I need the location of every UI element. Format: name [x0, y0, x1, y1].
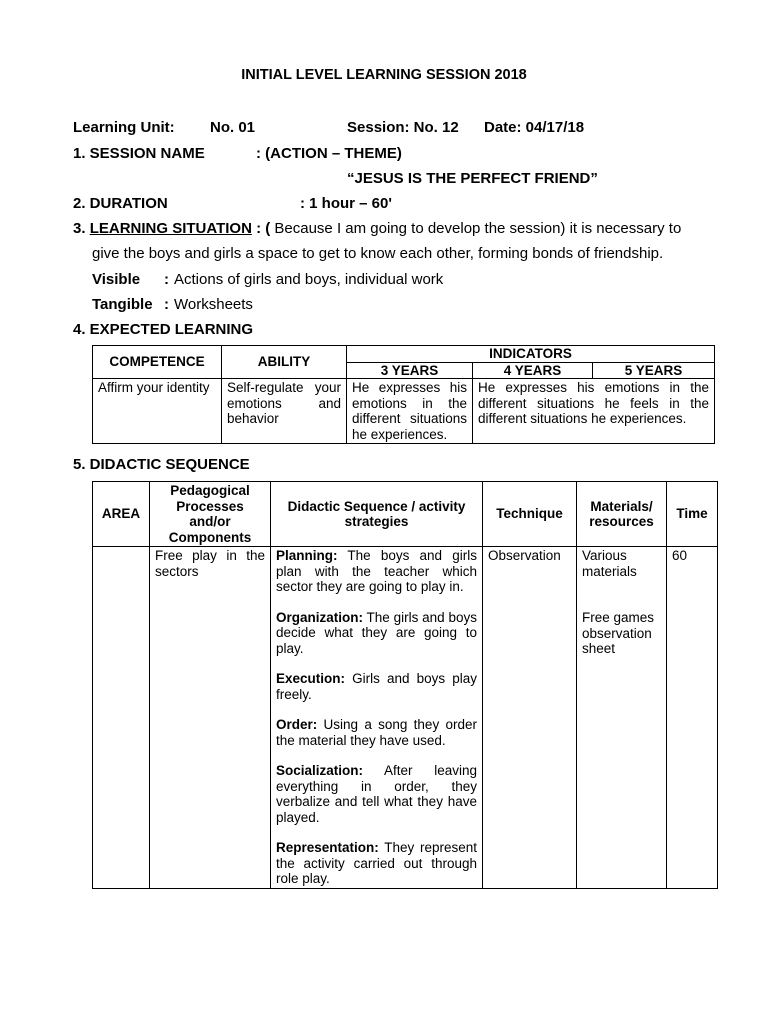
- step-label: Planning:: [276, 548, 338, 563]
- header-competence: COMPETENCE: [93, 346, 222, 379]
- expected-learning-table: [92, 345, 715, 444]
- didactic-sequence-table: [92, 481, 718, 889]
- step-text: The boys and girls plan with the teacher which sector they are going to play in.: [276, 548, 477, 594]
- competence-cell: Affirm your identity: [93, 379, 222, 444]
- visible-label: Visible: [92, 271, 141, 288]
- header-ability: ABILITY: [222, 346, 347, 379]
- step-text: The girls and boys decide what they are going to play.: [276, 609, 477, 656]
- learning-unit-value: No. 01: [210, 119, 256, 136]
- step-text: Using a song they order the material they have used.: [276, 717, 477, 748]
- step-text: After leaving everything in order, they verbalize and tell what they have played.: [276, 763, 477, 825]
- session-name-value: : (ACTION – THEME): [256, 145, 402, 162]
- header-time: Time: [667, 482, 718, 547]
- technique-cell: Observation: [483, 547, 577, 889]
- session-name-label: 1. SESSION NAME: [73, 145, 205, 162]
- step-organization: [276, 610, 477, 657]
- header-sequence: Didactic Sequence / activity strategies: [271, 482, 483, 547]
- learning-situation-colon: : (: [251, 220, 271, 237]
- header-technique: Technique: [483, 482, 577, 547]
- visible-colon: :: [164, 271, 169, 288]
- tangible-label: Tangible: [92, 296, 153, 313]
- materials-cell: [577, 547, 667, 889]
- document-title: INITIAL LEVEL LEARNING SESSION 2018: [241, 67, 527, 83]
- session-name-subtitle: “JESUS IS THE PERFECT FRIEND”: [347, 170, 598, 187]
- area-cell: [93, 547, 150, 889]
- duration-label: 2. DURATION: [73, 195, 168, 212]
- learning-situation-number: 3.: [73, 220, 90, 237]
- session-date: Date: 04/17/18: [484, 119, 585, 136]
- header-pedagogical: Pedagogical Processes and/or Components: [150, 482, 271, 547]
- learning-unit-label: Learning Unit:: [73, 119, 175, 136]
- duration-value: : 1 hour – 60': [300, 195, 392, 212]
- step-text: They represent the activity carried out through role play.: [276, 840, 477, 886]
- ability-cell: Self-regulate your emotions and behavior: [222, 379, 347, 444]
- header-3-years: 3 YEARS: [347, 362, 473, 379]
- step-label: Socialization:: [276, 763, 364, 778]
- step-planning: [276, 548, 477, 595]
- header-materials: Materials/ resources: [577, 482, 667, 547]
- step-label: Representation:: [276, 840, 379, 855]
- step-label: Order:: [276, 717, 318, 732]
- learning-situation: [73, 220, 718, 237]
- expected-learning-label: 4. EXPECTED LEARNING: [73, 321, 254, 338]
- header-4-years: 4 YEARS: [473, 362, 593, 379]
- tangible-text: Worksheets: [174, 296, 253, 313]
- header-area: AREA: [93, 482, 150, 547]
- indicator-4-5-years-cell: He expresses his emotions in the different situations he feels in the different situations he experiences.: [473, 379, 715, 444]
- didactic-sequence-label: 5. DIDACTIC SEQUENCE: [73, 456, 250, 473]
- header-indicators: INDICATORS: [347, 346, 715, 363]
- step-execution: [276, 671, 477, 702]
- visible-text: Actions of girls and boys, individual work: [174, 271, 444, 288]
- step-socialization: [276, 763, 477, 825]
- step-representation: [276, 840, 477, 887]
- materials-item: Various materials: [582, 548, 637, 579]
- tangible-colon: :: [164, 296, 169, 313]
- step-label: Organization:: [276, 609, 363, 625]
- learning-situation-text-first: Because I am going to develop the session) it is necessary to: [270, 220, 682, 237]
- sequence-cell: [271, 547, 483, 889]
- session-number: Session: No. 12: [347, 119, 459, 136]
- step-order: [276, 717, 477, 748]
- step-text: Girls and boys play freely.: [276, 671, 477, 702]
- learning-situation-text-second: give the boys and girls a space to get to know each other, forming bonds of friendship.: [92, 245, 664, 262]
- learning-situation-label: LEARNING SITUATION: [89, 220, 252, 237]
- header-5-years: 5 YEARS: [593, 362, 715, 379]
- pedagogical-cell: Free play in the sectors: [150, 547, 271, 889]
- time-cell: 60: [667, 547, 718, 889]
- materials-item: Free games observation sheet: [582, 610, 655, 656]
- step-label: Execution:: [276, 671, 346, 686]
- indicator-3-years-cell: He expresses his emotions in the different situations he experiences.: [347, 379, 473, 444]
